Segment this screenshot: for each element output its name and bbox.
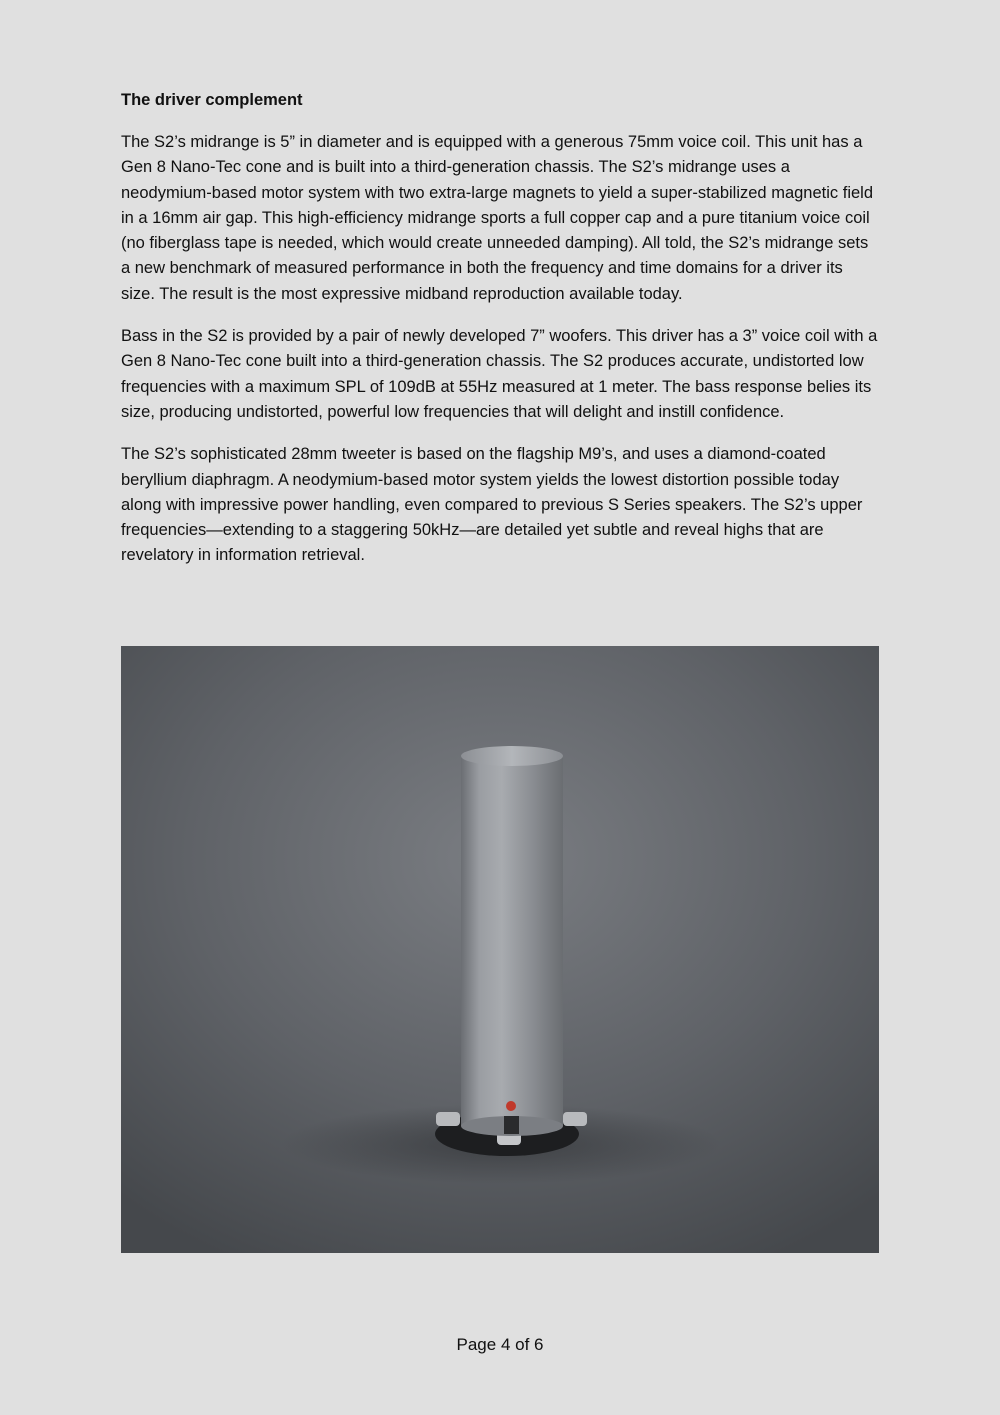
paragraph-bass: Bass in the S2 is provided by a pair of newly developed 7” woofers. This driver has a 3” voice coil with a Gen 8 Nano-Tec cone built into a third-generation chassis. The S2 produces accurate, undistorted low frequencies with a maximum SPL of 109dB at 55Hz measured at 1 meter. The bass response belies its size, producing undistorted, powerful low frequencies that will delight and instill confidence.: [121, 327, 878, 421]
speaker-top: [461, 746, 563, 766]
section-heading: The driver complement: [121, 91, 303, 109]
document-body: [121, 88, 881, 586]
speaker-photo: [121, 646, 879, 1253]
speaker-foot-left: [436, 1112, 460, 1126]
speaker-cabinet: [461, 756, 563, 1126]
page-number: Page 4 of 6: [456, 1335, 544, 1354]
speaker-foot-right: [563, 1112, 587, 1126]
speaker-connector: [504, 1116, 519, 1134]
paragraph-midrange: The S2’s midrange is 5” in diameter and is equipped with a generous 75mm voice coil. This unit has a Gen 8 Nano-Tec cone and is built into a third-generation chassis. The S2’s midrange uses a neodymium-based motor system with two extra-large magnets to yield a super-stabilized magnetic field in a 16mm air gap. This high-efficiency midrange sports a full copper cap and a pure titanium voice coil (no fiberglass tape is needed, which would create unneeded damping). All told, the S2’s midrange sets a new benchmark of measured performance in both the frequency and time domains for a driver its size. The result is the most expressive midband reproduction available today.: [121, 133, 873, 303]
paragraph-tweeter: The S2’s sophisticated 28mm tweeter is based on the flagship M9’s, and uses a diamond-coated beryllium diaphragm. A neodymium-based motor system yields the lowest distortion possible today along with impressive power handling, even compared to previous S Series speakers. The S2’s upper frequencies—extending to a staggering 50kHz—are detailed yet subtle and reveal highs that are revelatory in information retrieval.: [121, 445, 863, 565]
speaker-terminal-red: [506, 1101, 516, 1111]
